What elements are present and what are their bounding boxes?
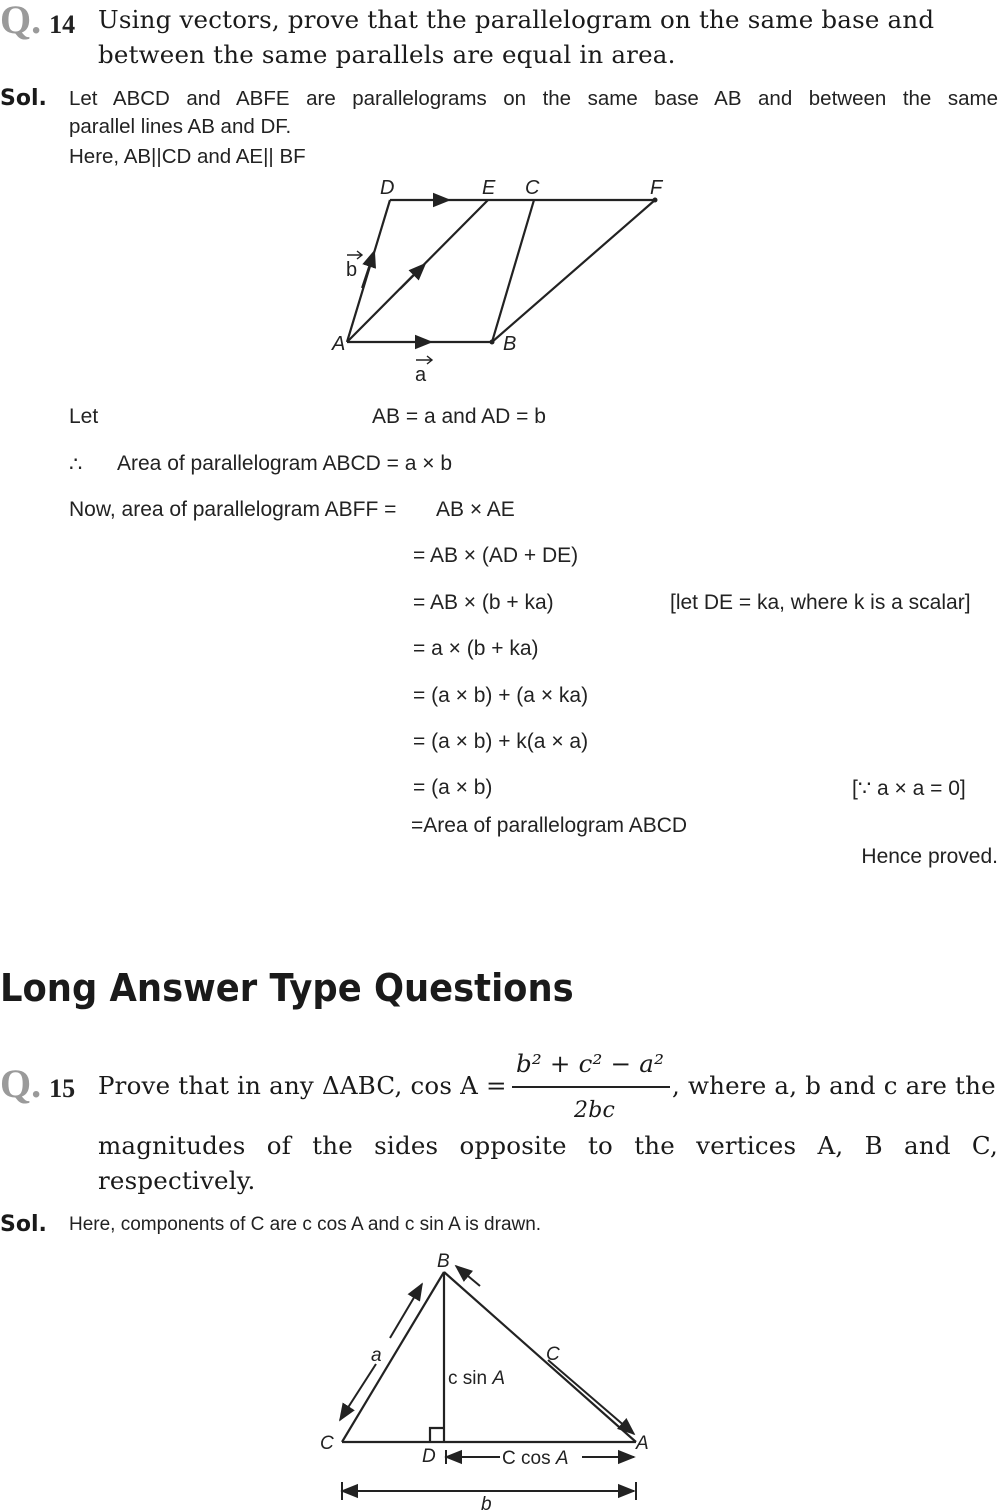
triangle-label-b: B [437,1251,450,1272]
proof-step-2: = AB × (AD + DE) [413,544,579,567]
solution-15-text: Here, components of C are c cos A and c sin A is drawn. [69,1214,542,1235]
question-text-line-2: between the same parallels are equal in area. [98,40,676,69]
vector-label-a: a [415,364,427,386]
now-label: Now, area of parallelogram ABFF = [69,498,397,521]
proof-step-8: =Area of parallelogram ABCD [411,814,688,837]
solution-intro-line-2: parallel lines AB and DF. [69,115,292,138]
proof-step-1: AB × AE [436,498,515,521]
solution-intro-line-1: Let ABCD and ABFE are parallelograms on the same base AB and between the same [69,87,998,110]
vertex-label-f: F [650,177,663,199]
height-label: c sin A [448,1368,506,1389]
solution-15-label: Sol. [0,1212,47,1237]
proof-step-7: = (a × b) [413,776,493,799]
solution-intro-line-3: Here, AB||CD and AE|| BF [69,145,306,168]
side-label-c: C [546,1344,560,1365]
question-15-line-3: respectively. [98,1166,256,1195]
proof-note-scalar: [let DE = ka, where k is a scalar] [670,591,971,614]
proof-step-6: = (a × b) + k(a × a) [413,730,589,753]
proof-step-4: = a × (b + ka) [413,637,539,660]
proof-step-3: = AB × (b + ka) [413,591,554,614]
let-equation [372,405,546,429]
area-abcd-equation: Area of parallelogram ABCD = a × b [117,452,453,475]
triangle-figure [310,1248,670,1510]
vertex-label-a: A [332,333,346,355]
question-15-pre: Prove that in any ΔABC, cos A = [98,1071,507,1100]
let-label: Let [69,405,99,428]
question-number-15: 15 [49,1074,76,1103]
parallelogram-figure [320,170,680,390]
triangle-label-a: A [636,1433,649,1454]
question-15-post: , where a, b and c are the [672,1071,996,1100]
vector-label-b: b [346,259,358,281]
question-15-line-2: magnitudes of the sides opposite to the vertices A, B and C, [98,1131,998,1160]
solution-label: Sol. [0,86,47,111]
question-marker-15: Q. 15 [0,1061,76,1106]
question-text-line-1: Using vectors, prove that the parallelogram on the same base and [98,5,935,34]
question-marker: Q. 14 [0,0,76,42]
vertex-label-e: E [482,177,496,199]
question-number: 14 [49,10,76,39]
proof-step-5: = (a × b) + (a × ka) [413,684,589,707]
vertex-label-b: B [503,333,517,355]
fraction-bar [512,1086,670,1088]
triangle-label-c: C [320,1433,334,1454]
let-equation-text: AB = a and AD = b [372,405,546,428]
proof-note-zero: [∵ a × a = 0] [852,777,966,800]
hence-proved: Hence proved. [861,845,998,868]
formula-numerator: b² + c² − a² [516,1049,665,1078]
base-component-label: C cos A [502,1448,569,1469]
side-label-a: a [371,1345,382,1366]
vertex-label-d: D [380,177,395,199]
vertex-label-c: C [525,177,540,199]
formula-denominator: 2bc [574,1098,616,1123]
foot-label-d: D [422,1446,436,1467]
base-label-b: b [481,1494,492,1510]
section-heading: Long Answer Type Questions [0,966,574,1010]
therefore-symbol: ∴ [69,453,83,476]
